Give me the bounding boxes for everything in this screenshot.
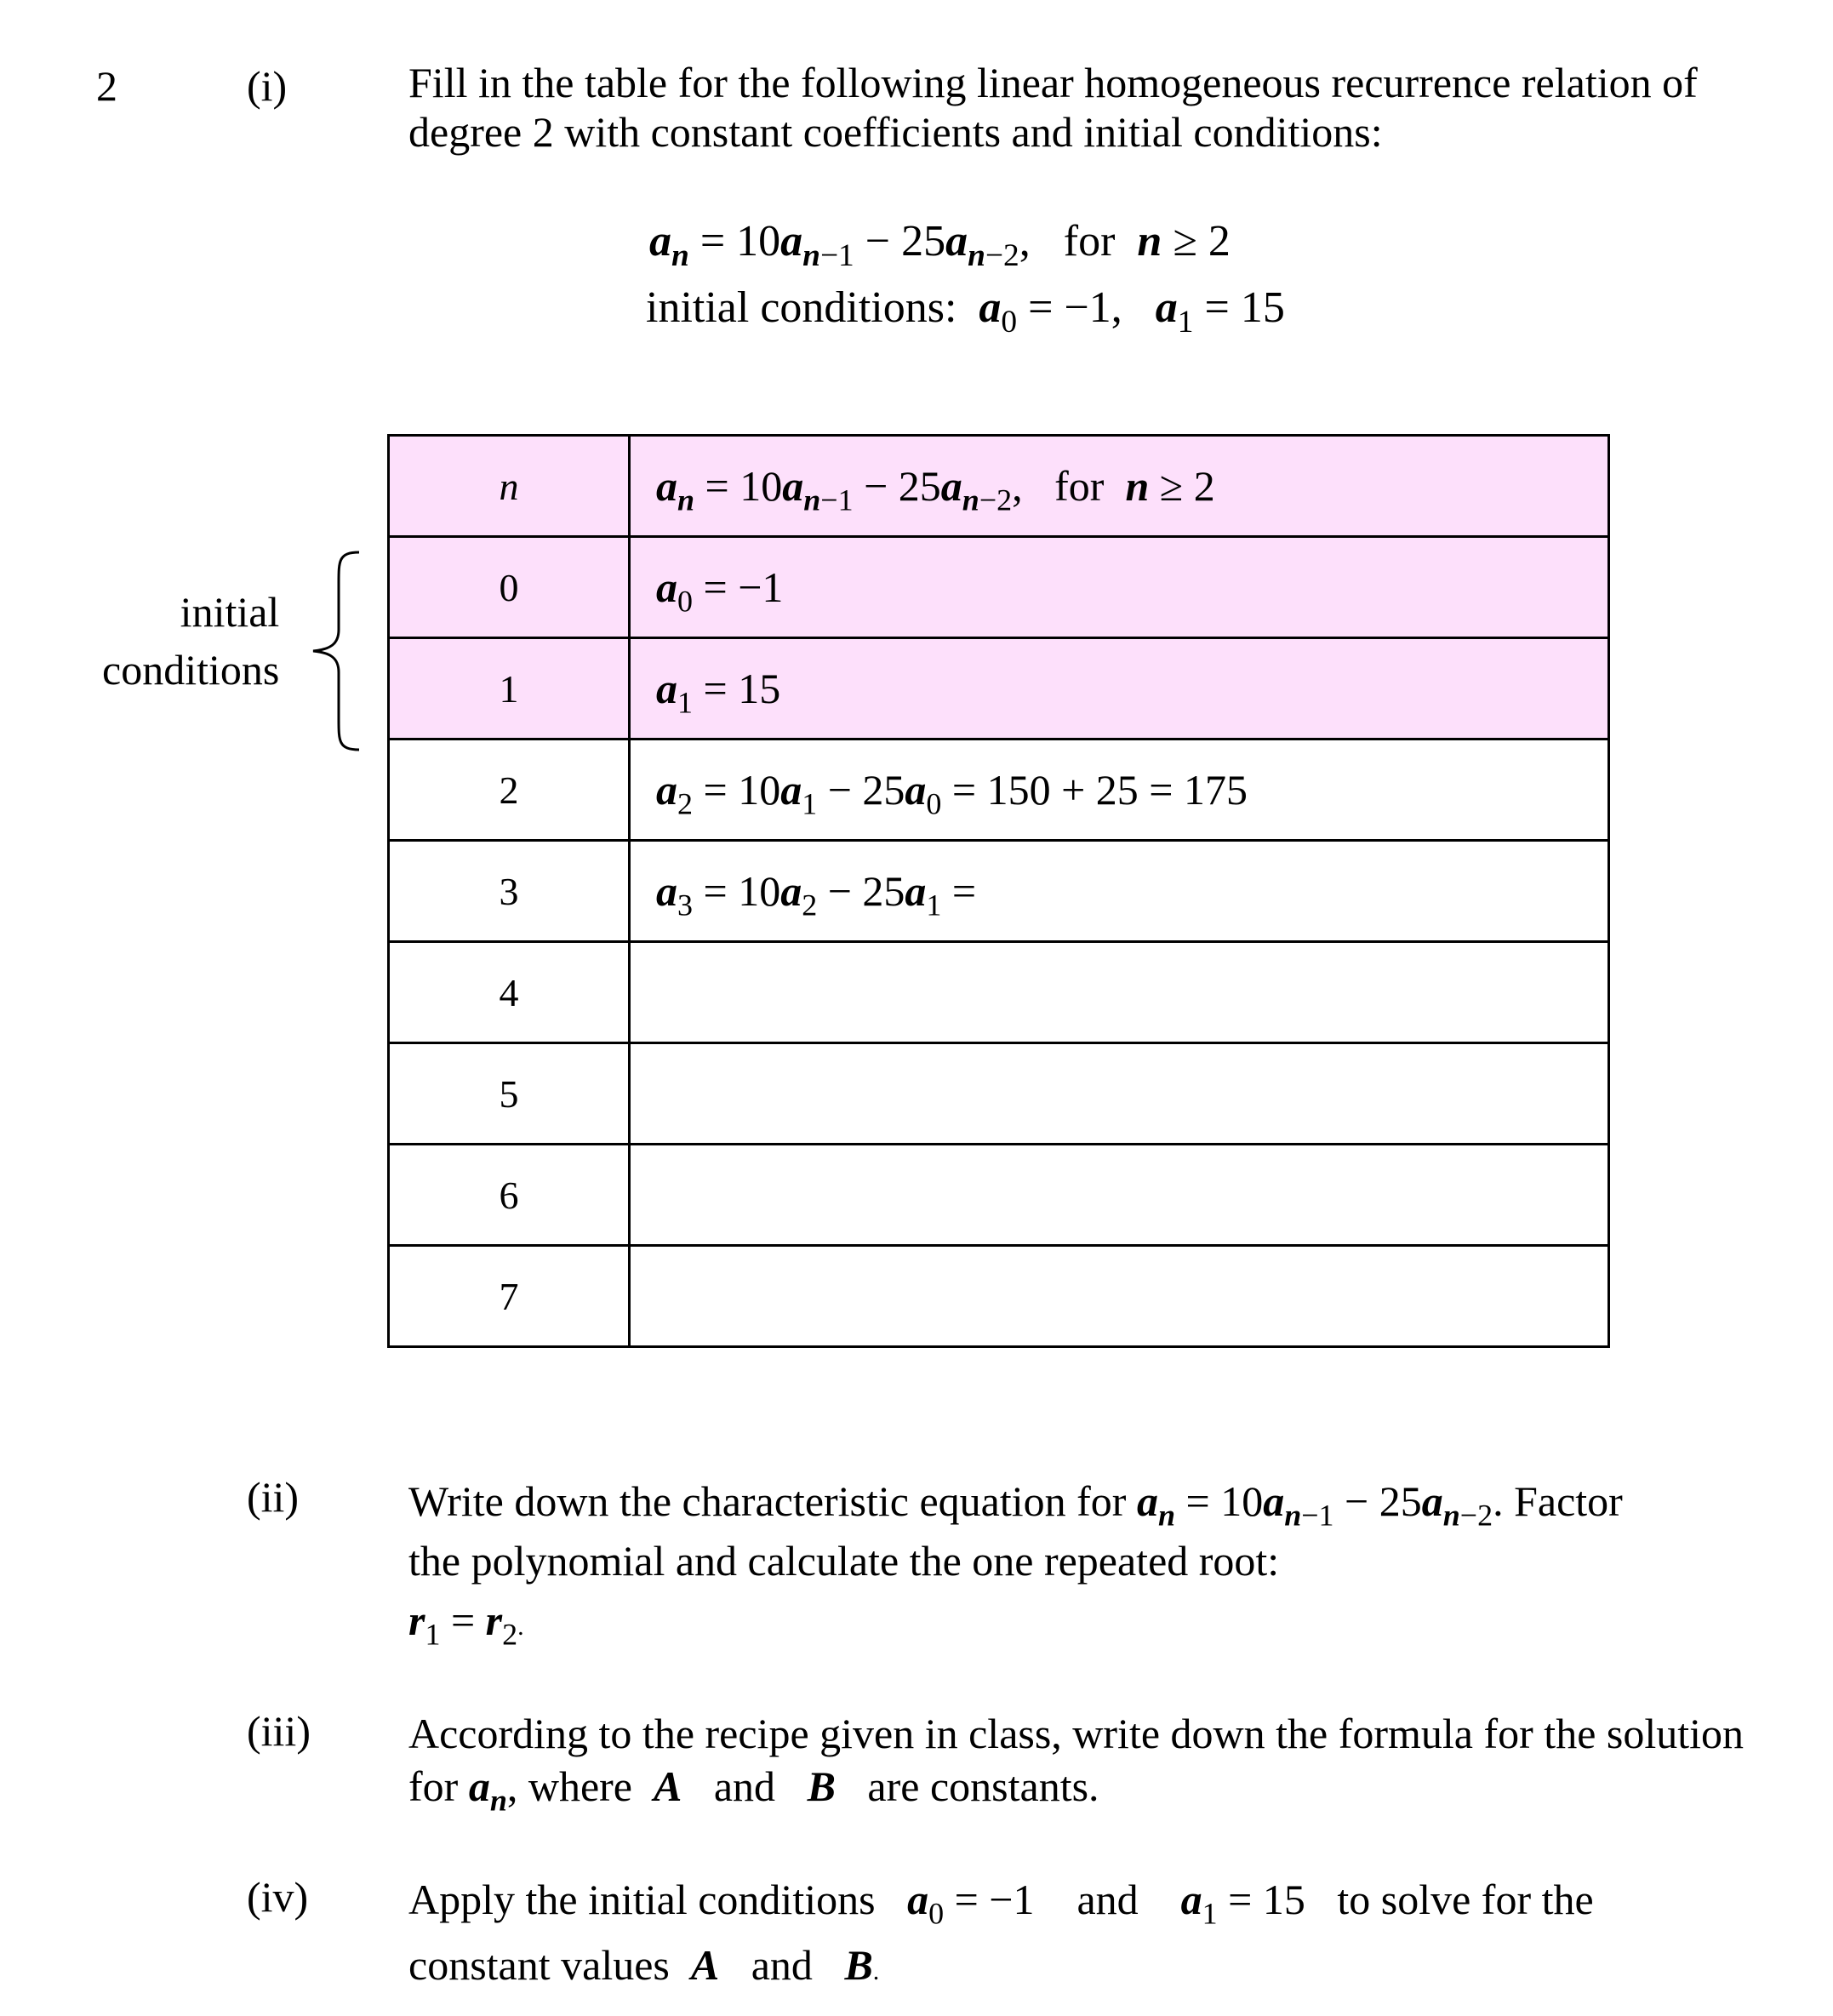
side-label-line2: conditions xyxy=(102,646,280,694)
part-ii-line2: the polynomial and calculate the one repeated root: xyxy=(408,1537,1280,1585)
row-n: 0 xyxy=(389,537,630,638)
part-ii-line1: Write down the characteristic equation for $a_n = 10a_{n-1} - 25a_{n-2}$. Factor xyxy=(408,1477,1623,1533)
part-iii-text-e: are constants. xyxy=(867,1762,1099,1810)
part-i-label: (i) xyxy=(247,62,288,110)
row-n: 5 xyxy=(389,1043,630,1145)
row-expression: $a_1 = 15$ xyxy=(630,638,1609,740)
table-row xyxy=(389,1246,1609,1347)
part-iv-line1: Apply the initial conditions $a_0 = -1$ and $a_1 = 15$ to solve for the xyxy=(408,1876,1594,1931)
table-row xyxy=(389,1043,1609,1145)
row-answer-cell[interactable] xyxy=(630,1246,1609,1347)
part-iii-text-b: for xyxy=(408,1762,459,1810)
part-iii-line1: According to the recipe given in class, write down the formula for the solution xyxy=(408,1710,1744,1757)
initial-conditions-label: initial conditions: xyxy=(646,283,957,332)
part-iv-text-e: and xyxy=(751,1941,813,1989)
row-answer-cell[interactable] xyxy=(630,942,1609,1043)
part-ii-label: (ii) xyxy=(247,1473,300,1521)
row-expression: $a_0 = -1$ xyxy=(630,537,1609,638)
table-row xyxy=(389,638,1609,740)
recurrence-formula-block xyxy=(646,208,1285,341)
table-row xyxy=(389,841,1609,942)
row-answer-cell[interactable] xyxy=(630,1043,1609,1145)
part-iii-text-d: and xyxy=(713,1762,776,1810)
part-iv-text-a: Apply the initial conditions xyxy=(408,1876,876,1923)
row-expression: $a_2 = 10a_1 - 25a_0 = 150 + 25 = 175$ xyxy=(630,740,1609,841)
row-n: 3 xyxy=(389,841,630,942)
part-ii-root-expression: $r_1 = r_2$. xyxy=(408,1596,524,1652)
part-iv-label: (iv) xyxy=(247,1873,309,1921)
part-iv-line2: constant values A and B. xyxy=(408,1941,880,1989)
side-label-line1: initial xyxy=(180,588,280,636)
table-row xyxy=(389,1145,1609,1246)
row-n: 7 xyxy=(389,1246,630,1347)
part-ii-text-b: . Factor xyxy=(1493,1477,1623,1525)
question-number: 2 xyxy=(96,62,117,110)
recurrence-table xyxy=(387,434,1610,1348)
row-n: 2 xyxy=(389,740,630,841)
row-n: 6 xyxy=(389,1145,630,1246)
part-iii-line2: for $a_n$, where A and B are constants. xyxy=(408,1762,1099,1818)
curly-brace-icon xyxy=(305,549,364,753)
header-relation: $a_n = 10a_{n-1} - 25a_{n-2}$, for n ≥ 2 xyxy=(630,436,1609,537)
table-header-row xyxy=(389,436,1609,537)
part-iv-text-d: constant values xyxy=(408,1941,670,1989)
initial-conditions-side-label xyxy=(102,583,279,699)
row-n: 1 xyxy=(389,638,630,740)
part-iv-text-b: and xyxy=(1076,1876,1139,1923)
row-answer-cell[interactable] xyxy=(630,1145,1609,1246)
header-n: n xyxy=(389,436,630,537)
recurrence-relation: $a_n = 10a_{n-1} - 25a_{n-2}$, for n ≥ 2 xyxy=(649,217,1231,273)
part-iii-label: (iii) xyxy=(247,1707,311,1755)
part-i-instructions: Fill in the table for the following linear homogeneous recurrence relation of degree 2 with constant coefficients and initial conditions: xyxy=(408,59,1698,156)
table-row xyxy=(389,537,1609,638)
row-n: 4 xyxy=(389,942,630,1043)
initial-conditions-line: initial conditions: $a_0 = -1$, $a_1 = 15$ xyxy=(646,283,1285,340)
part-iv-text-c: to solve for the xyxy=(1337,1876,1594,1923)
part-ii-text-a: Write down the characteristic equation for xyxy=(408,1477,1127,1525)
part-iii-text-c: , where xyxy=(506,1762,632,1810)
table-row xyxy=(389,942,1609,1043)
table-row xyxy=(389,740,1609,841)
row-expression[interactable]: $a_3 = 10a_2 - 25a_1$ = xyxy=(630,841,1609,942)
